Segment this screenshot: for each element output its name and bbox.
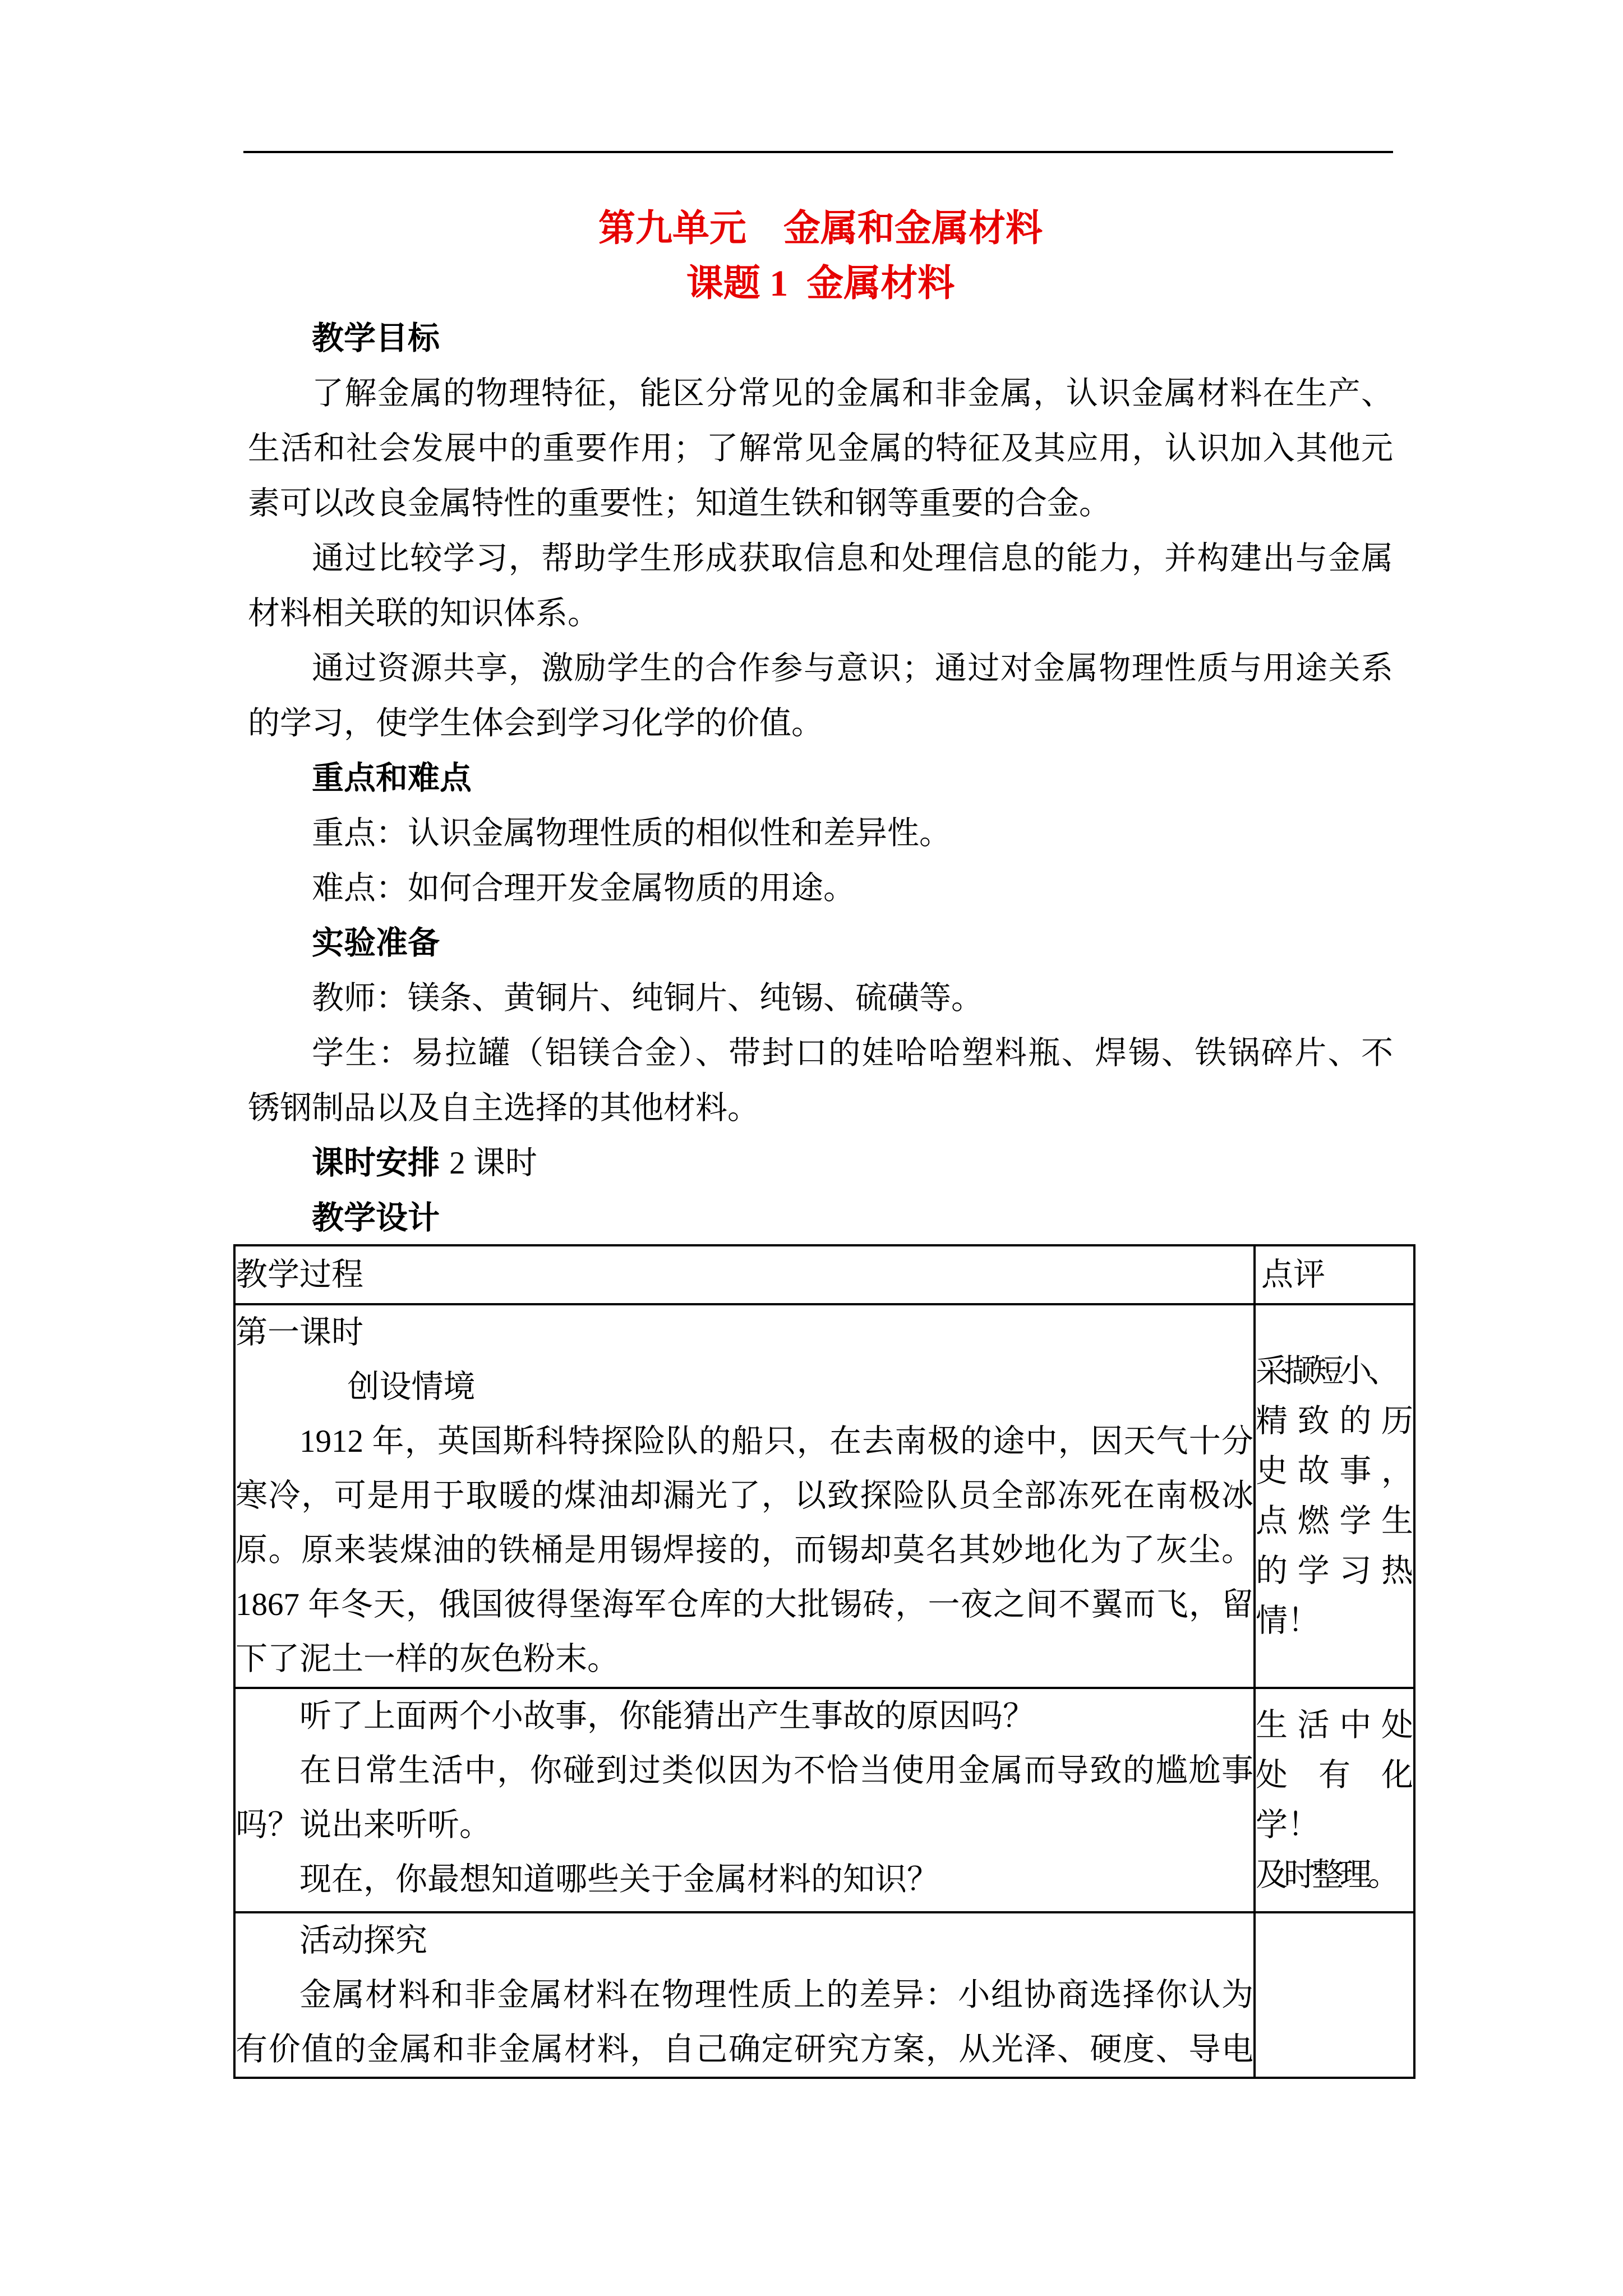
lesson-content bbox=[248, 201, 1393, 1246]
comment-line: 学！ bbox=[1256, 1807, 1320, 1843]
schedule-value: 2 课时 bbox=[449, 1145, 537, 1181]
heading-design: 教学设计 bbox=[312, 1200, 440, 1236]
column-header-process: 教学过程 bbox=[234, 1245, 1255, 1304]
objective-paragraph bbox=[248, 366, 1393, 531]
focus-text: 重点：认识金属物理性质的相似性和差异性。 bbox=[312, 816, 951, 851]
process-line: 吗？说出来听听。 bbox=[236, 1807, 491, 1843]
step-title: 创设情境 bbox=[347, 1369, 476, 1405]
paragraph-line: 了解金属的物理特征，能区分常见的金属和非金属，认识金属材料在生产、 bbox=[312, 376, 1393, 411]
comment-cell bbox=[1255, 1304, 1414, 1688]
session-label: 第一课时 bbox=[236, 1315, 363, 1350]
comment-cell-empty bbox=[1255, 1912, 1414, 2078]
process-line: 在日常生活中，你碰到过类似因为不恰当使用金属而导致的尴尬事 bbox=[299, 1753, 1253, 1788]
table-header-row bbox=[234, 1245, 1414, 1304]
paragraph-line: 材料相关联的知识体系。 bbox=[248, 596, 600, 631]
heading-objectives: 教学目标 bbox=[312, 321, 440, 356]
comment-cell bbox=[1255, 1688, 1414, 1912]
heading-preparation: 实验准备 bbox=[312, 926, 440, 961]
comment-line: 生活中处 bbox=[1256, 1708, 1413, 1743]
objective-paragraph bbox=[248, 531, 1393, 641]
table-row bbox=[234, 1688, 1414, 1912]
comment-line: 的学习热 bbox=[1256, 1553, 1413, 1589]
process-line: 有价值的金属和非金属材料，自己确定研究方案，从光泽、硬度、导电 bbox=[236, 2032, 1253, 2067]
process-line: 1912 年，英国斯科特探险队的船只，在去南极的途中，因天气十分 bbox=[299, 1424, 1253, 1459]
heading-schedule: 课时安排 bbox=[312, 1145, 440, 1181]
process-line: 现在，你最想知道哪些关于金属材料的知识？ bbox=[299, 1862, 939, 1897]
heading-focus-difficulty: 重点和难点 bbox=[312, 761, 472, 796]
process-line: 金属材料和非金属材料在物理性质上的差异：小组协商选择你认为 bbox=[299, 1977, 1253, 2013]
process-cell bbox=[234, 1688, 1255, 1912]
table-body bbox=[234, 1245, 1414, 2078]
step-title: 活动探究 bbox=[299, 1923, 427, 1958]
process-line: 原。原来装煤油的铁桶是用锡焊接的，而锡却莫名其妙地化为了灰尘。 bbox=[236, 1533, 1253, 1568]
paragraph-line: 素可以改良金属特性的重要性；知道生铁和钢等重要的合金。 bbox=[248, 486, 1111, 521]
table-row bbox=[234, 1304, 1414, 1688]
paragraph-line: 通过比较学习，帮助学生形成获取信息和处理信息的能力，并构建出与金属 bbox=[312, 541, 1393, 576]
table-row bbox=[234, 1912, 1414, 2078]
teaching-design-table bbox=[233, 1244, 1415, 2079]
process-line: 寒冷，可是用于取暖的煤油却漏光了，以致探险队员全部冻死在南极冰 bbox=[236, 1478, 1253, 1513]
comment-line: 精致的历 bbox=[1256, 1404, 1413, 1439]
comment-line: 处有化 bbox=[1256, 1757, 1413, 1793]
process-line: 听了上面两个小故事，你能猜出产生事故的原因吗？ bbox=[299, 1699, 1035, 1734]
process-line: 下了泥土一样的灰色粉末。 bbox=[236, 1641, 619, 1677]
column-header-comment: 点评 bbox=[1255, 1245, 1414, 1304]
lesson-title: 课题 1 金属材料 bbox=[686, 263, 955, 304]
paragraph-line: 的学习，使学生体会到学习化学的价值。 bbox=[248, 706, 823, 741]
unit-title: 第九单元 金属和金属材料 bbox=[598, 208, 1043, 249]
comment-line: 情！ bbox=[1256, 1603, 1320, 1639]
process-line: 1867 年冬天，俄国彼得堡海军仓库的大批锡砖，一夜之间不翼而飞，留 bbox=[236, 1587, 1253, 1622]
teacher-materials: 教师：镁条、黄铜片、纯铜片、纯锡、硫磺等。 bbox=[312, 981, 983, 1016]
paragraph-line: 通过资源共享，激励学生的合作参与意识；通过对金属物理性质与用途关系 bbox=[312, 651, 1393, 686]
paragraph-line: 锈钢制品以及自主选择的其他材料。 bbox=[248, 1091, 759, 1126]
header-rule bbox=[243, 151, 1393, 153]
paragraph-line: 学生：易拉罐（铝镁合金）、带封口的娃哈哈塑料瓶、焊锡、铁锅碎片、不 bbox=[312, 1036, 1393, 1071]
paragraph-line: 生活和社会发展中的重要作用；了解常见金属的特征及其应用，认识加入其他元 bbox=[248, 431, 1393, 466]
difficulty-text: 难点：如何合理开发金属物质的用途。 bbox=[312, 871, 855, 906]
comment-line: 采撷短小、 bbox=[1256, 1354, 1396, 1389]
objective-paragraph bbox=[248, 641, 1393, 751]
comment-line: 点燃学生 bbox=[1256, 1503, 1413, 1539]
student-materials bbox=[248, 1026, 1393, 1136]
schedule-line bbox=[248, 1136, 1393, 1191]
process-cell bbox=[234, 1912, 1255, 2078]
comment-line: 史故事， bbox=[1256, 1453, 1413, 1489]
process-cell bbox=[234, 1304, 1255, 1688]
comment-line: 及时整理。 bbox=[1256, 1857, 1396, 1893]
